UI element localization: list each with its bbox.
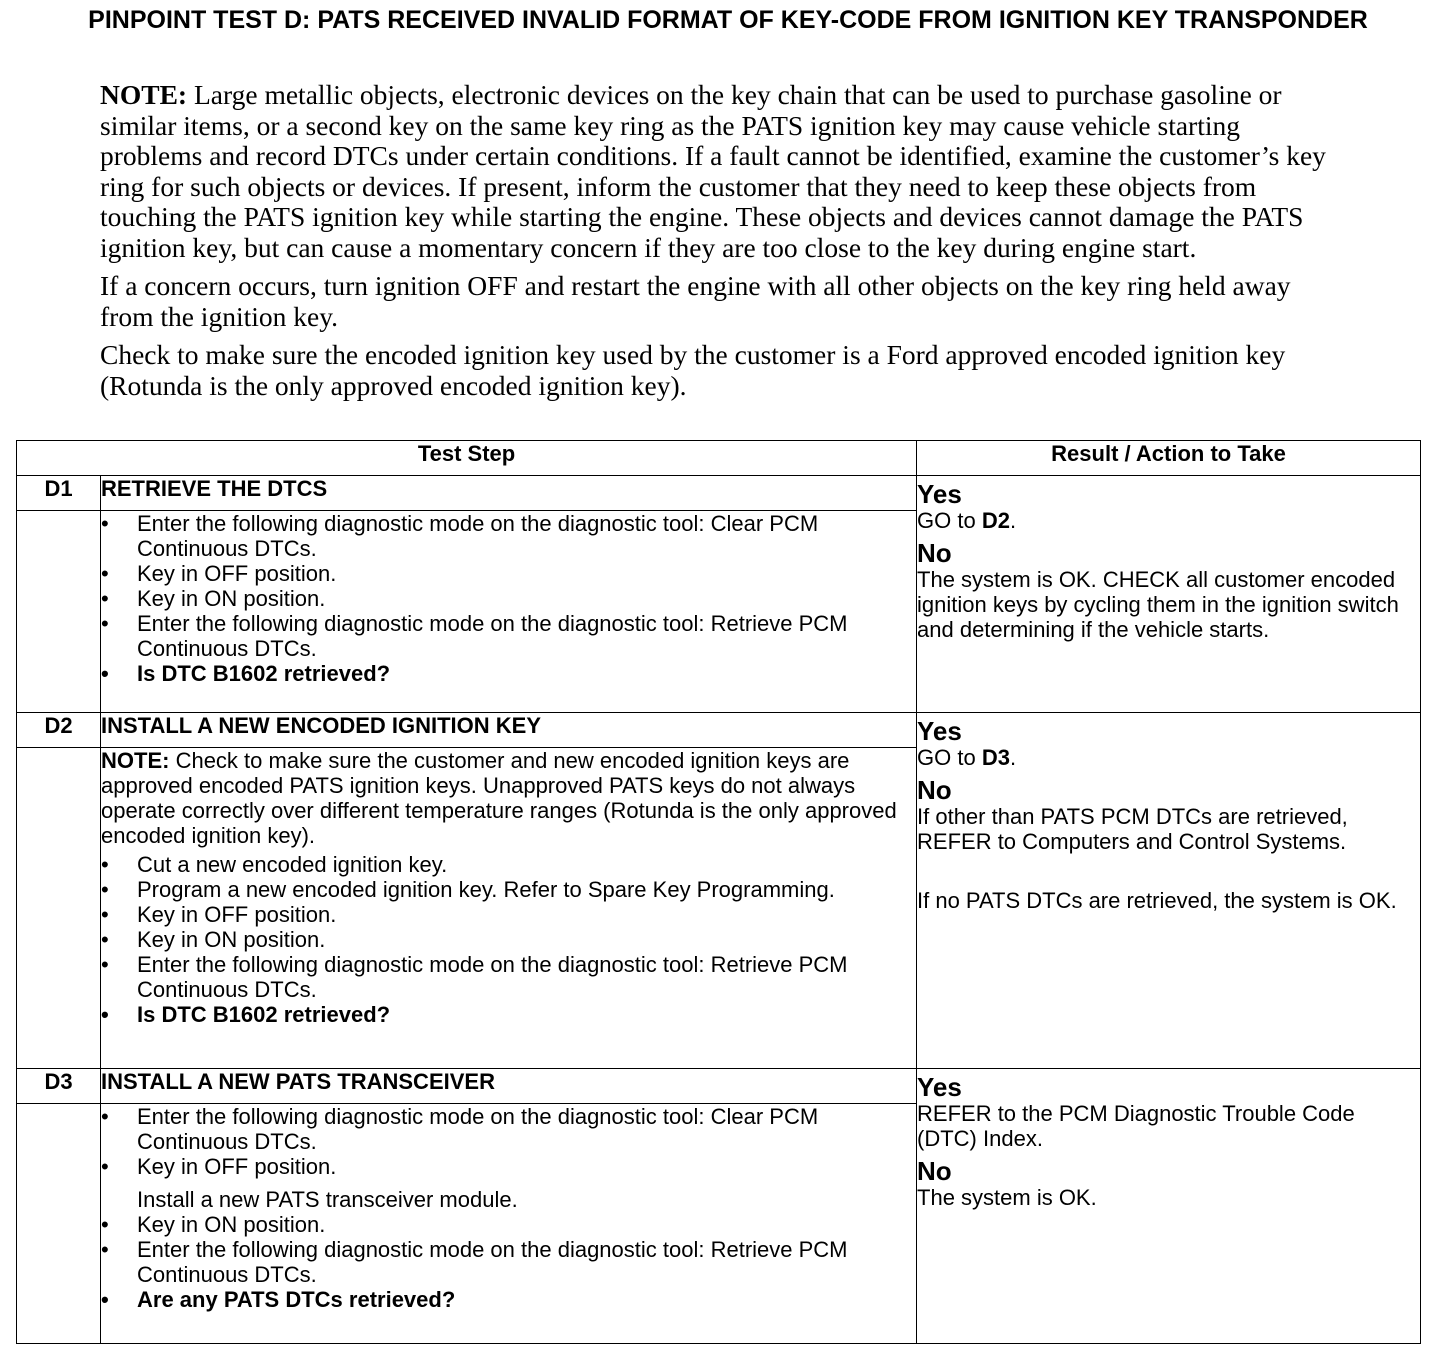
result-no-label: No — [917, 538, 952, 568]
step-question: • Is DTC B1602 retrieved? — [101, 661, 916, 686]
step-body-d2 — [101, 747, 917, 1068]
step-d2-note — [101, 748, 916, 848]
list-item: • Key in OFF position. — [101, 1154, 916, 1179]
result-yes-text: GO to D2. — [917, 508, 1017, 533]
pinpoint-test-table — [16, 440, 1421, 1344]
spacer — [917, 860, 1420, 888]
step-question: • Is DTC B1602 retrieved? — [101, 1002, 916, 1027]
step-d2-title-row — [17, 712, 1421, 747]
result-yes-text: GO to D3. — [917, 744, 1017, 770]
step-d2-list — [101, 852, 916, 1027]
list-item: • Key in OFF position. — [101, 902, 916, 927]
note-label: NOTE: — [101, 747, 170, 773]
list-item: • Key in ON position. — [101, 1212, 916, 1237]
page-title: PINPOINT TEST D: PATS RECEIVED INVALID FORMAT OF KEY-CODE FROM IGNITION KEY TRANSPONDER — [88, 6, 1368, 34]
step-d1-title-row — [17, 476, 1421, 511]
list-item: • Key in ON position. — [101, 586, 916, 611]
table-header-row — [17, 441, 1421, 476]
step-question: • Are any PATS DTCs retrieved? — [101, 1287, 916, 1312]
yes-target-link[interactable]: D3 — [981, 744, 1010, 770]
list-item: • Enter the following diagnostic mode on the diagnostic tool: Retrieve PCM Continuous DTCs. — [101, 952, 916, 1002]
step-title-d1: RETRIEVE THE DTCS — [101, 476, 917, 511]
result-yes-label: Yes — [917, 715, 962, 746]
result-d1 — [917, 476, 1421, 713]
result-no-text: The system is OK. — [917, 1185, 1097, 1211]
result-no-text: The system is OK. CHECK all customer encoded ignition keys by cycling them in the ignition switch and determining if the vehicle starts. — [917, 567, 1399, 642]
step-title-d3: INSTALL A NEW PATS TRANSCEIVER — [101, 1069, 917, 1104]
yes-go-to: GO to — [917, 508, 976, 533]
yes-target-link[interactable]: D2 — [981, 508, 1010, 533]
list-item: • Enter the following diagnostic mode on the diagnostic tool: Retrieve PCM Continuous DTCs. — [101, 1237, 916, 1287]
note-label: NOTE: — [100, 79, 188, 110]
key-check-paragraph: Check to make sure the encoded ignition key used by the customer is a Ford approved encoded ignition key (Rotunda is the only approved encoded ignition key). — [100, 339, 1286, 401]
list-item: • Cut a new encoded ignition key. — [101, 852, 916, 877]
note-paragraph — [100, 80, 1330, 263]
list-item: • Enter the following diagnostic mode on the diagnostic tool: Clear PCM Continuous DTCs. — [101, 511, 916, 561]
list-item-plain: Install a new PATS transceiver module. — [137, 1187, 518, 1213]
result-yes-label: Yes — [917, 479, 962, 509]
note-text: Check to make sure the customer and new encoded ignition keys are approved encoded PATS ignition keys. Unapproved PATS keys do not always operate correctly over different temperature ranges (Rotunda is the only approved encoded ignition key). — [101, 747, 897, 848]
step-id-d1: D1 — [17, 476, 101, 511]
result-no-label: No — [917, 774, 952, 805]
result-yes-label: Yes — [917, 1072, 962, 1103]
header-test-step: Test Step — [17, 441, 917, 476]
result-yes-text: REFER to the PCM Diagnostic Trouble Code (DTC) Index. — [917, 1101, 1355, 1152]
step-body-d3 — [101, 1104, 917, 1344]
result-d3 — [917, 1069, 1421, 1344]
step-id-spacer — [17, 511, 101, 713]
step-id-d2: D2 — [17, 712, 101, 747]
result-no-text: If other than PATS PCM DTCs are retrieved, REFER to Computers and Control Systems. — [917, 803, 1348, 854]
step-d3-list — [101, 1104, 916, 1312]
result-d2 — [917, 712, 1421, 1068]
step-d1-list — [101, 511, 916, 686]
list-item: • Key in ON position. — [101, 927, 916, 952]
step-id-d3: D3 — [17, 1069, 101, 1104]
result-no-label: No — [917, 1156, 952, 1187]
step-id-spacer — [17, 747, 101, 1068]
step-id-spacer — [17, 1104, 101, 1344]
header-result: Result / Action to Take — [917, 441, 1421, 476]
list-item: • Enter the following diagnostic mode on the diagnostic tool: Clear PCM Continuous DTCs. — [101, 1104, 916, 1154]
list-item: • Enter the following diagnostic mode on the diagnostic tool: Retrieve PCM Continuous DTCs. — [101, 611, 916, 661]
step-title-d2: INSTALL A NEW ENCODED IGNITION KEY — [101, 712, 917, 747]
step-body-d1 — [101, 511, 917, 713]
list-item: • Key in OFF position. — [101, 561, 916, 586]
step-d3-title-row — [17, 1069, 1421, 1104]
result-no-text-2: If no PATS DTCs are retrieved, the system is OK. — [917, 887, 1397, 913]
note-text: Large metallic objects, electronic devices on the key chain that can be used to purchase gasoline or similar items, or a second key on the same key ring as the PATS ignition key may cause vehicle starting problems and record DTCs under certain conditions. If a fault cannot be identified, examine the customer’s key ring for such objects or devices. If present, inform the customer that they need to keep these objects from touching the PATS ignition key while starting the engine. These objects and devices cannot damage the PATS ignition key, but can cause a momentary concern if they are too close to the key during engine start. — [100, 79, 1326, 263]
list-item: • Program a new encoded ignition key. Refer to Spare Key Programming. — [101, 877, 916, 902]
yes-go-to: GO to — [917, 744, 976, 770]
intro-notes — [100, 80, 1330, 409]
concern-paragraph: If a concern occurs, turn ignition OFF and restart the engine with all other objects on the key ring held away from the ignition key. — [100, 270, 1291, 332]
